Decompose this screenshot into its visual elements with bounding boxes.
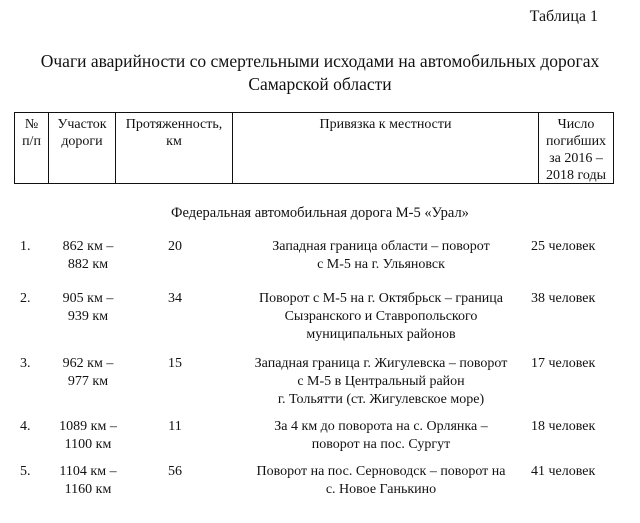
segment-line: 939 км [67,309,109,324]
header-length-line: км [166,134,182,149]
row-length: 11 [168,419,182,434]
row-number: 3. [20,356,31,371]
location-line: с М-5 на г. Ульяновск [317,257,445,272]
header-num [14,113,48,183]
header-location [232,113,538,183]
row-segment [48,290,128,326]
header-deaths-line: Число [557,117,595,132]
row-number: 5. [20,464,31,479]
row-deaths: 41 человек [531,464,596,479]
section-title: Федеральная автомобильная дорога М-5 «Урал» [171,205,469,221]
row-number: 1. [20,239,31,254]
header-segment [48,113,115,183]
location-line: поворот на пос. Сургут [311,437,451,452]
row-length: 34 [168,291,182,306]
header-num-line: п/п [22,134,41,149]
segment-line: 1100 км [64,437,112,452]
row-number: 4. [20,419,31,434]
title-line-2: Самарской области [248,74,392,94]
row-location [226,238,536,274]
segment-line: 1089 км – [59,419,117,434]
row-location [226,290,536,344]
location-line: Западная граница области – поворот [272,239,490,254]
row-location [226,355,536,409]
segment-line: 862 км – [62,239,114,254]
row-length: 20 [168,239,182,254]
location-line: г. Тольятти (ст. Жигулевское море) [277,392,485,407]
segment-line: 1104 км – [59,464,117,479]
segment-line: 962 км – [62,356,114,371]
row-segment [48,238,128,274]
header-deaths [538,113,614,183]
row-deaths: 25 человек [531,239,596,254]
segment-line: 1160 км [64,482,112,497]
row-location [226,463,536,499]
location-line: с. Новое Ганькино [325,482,437,497]
row-deaths: 38 человек [531,291,596,306]
row-length: 56 [168,464,182,479]
header-deaths-line: за 2016 – [549,151,603,166]
location-line: За 4 км до поворота на с. Орлянка – [274,419,488,434]
row-length: 15 [168,356,182,371]
header-segment-line: дороги [61,134,103,149]
location-line: муниципальных районов [306,327,456,342]
document-title [0,50,640,96]
header-location-line: Привязка к местности [319,117,452,132]
row-segment [48,418,128,454]
segment-line: 977 км [67,374,109,389]
table-header [14,112,614,184]
location-line: Поворот на пос. Серноводск – поворот на [256,464,506,479]
header-num-line: № [24,117,39,132]
row-segment [48,355,128,391]
header-segment-line: Участок [57,117,107,132]
location-line: Западная граница г. Жигулевска – поворот [254,356,508,371]
header-length-line: Протяженность, [125,117,223,132]
header-deaths-line: 2018 годы [545,168,607,183]
header-deaths-line: погибших [545,134,607,149]
row-segment [48,463,128,499]
segment-line: 882 км [67,257,109,272]
row-deaths: 18 человек [531,419,596,434]
location-line: с М-5 в Центральный район [297,374,465,389]
segment-line: 905 км – [62,291,114,306]
title-line-1: Очаги аварийности со смертельными исходами на автомобильных дорогах [40,51,600,71]
row-location [226,418,536,454]
location-line: Сызранского и Ставропольского [284,309,478,324]
row-number: 2. [20,291,31,306]
table-label: Таблица 1 [529,8,598,25]
header-length [115,113,232,183]
row-deaths: 17 человек [531,356,596,371]
location-line: Поворот с М-5 на г. Октябрьск – граница [258,291,504,306]
